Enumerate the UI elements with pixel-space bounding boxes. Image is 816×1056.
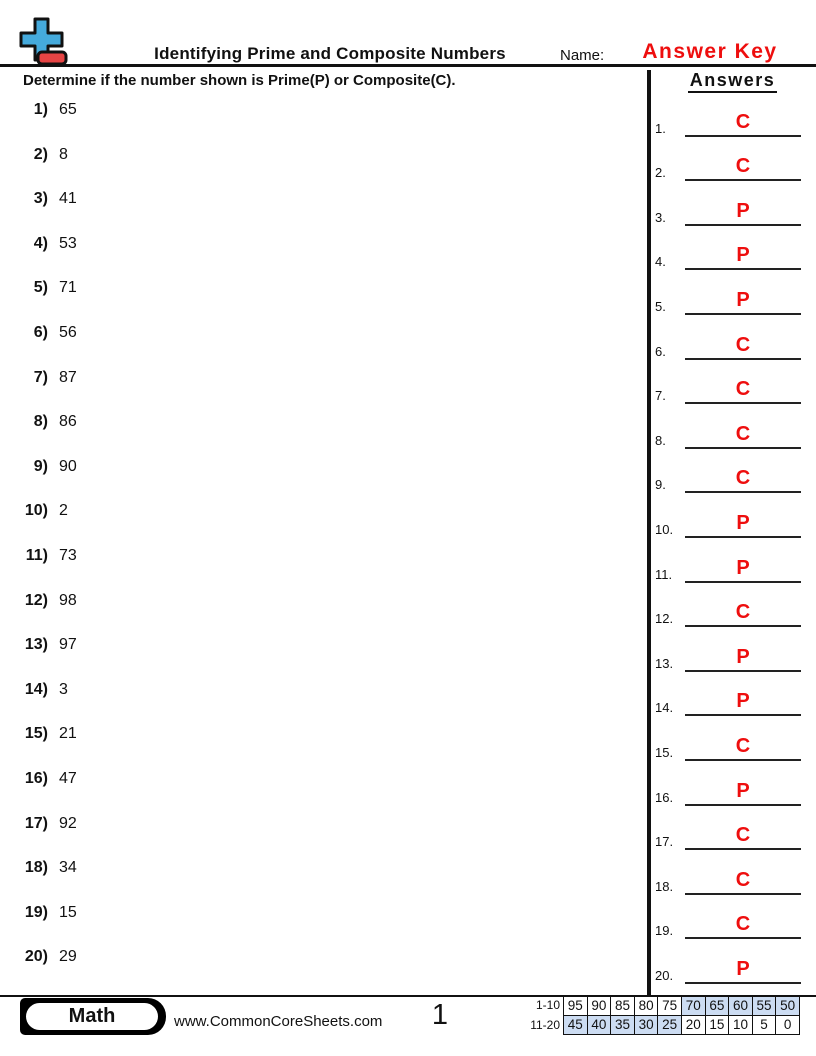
answer-row xyxy=(655,181,805,226)
problem-number: 15) xyxy=(24,725,48,743)
answer-letter: C xyxy=(735,913,751,936)
problem-number: 14) xyxy=(24,680,48,698)
answer-row xyxy=(655,360,805,405)
answer-row xyxy=(655,449,805,494)
name-label: Name: xyxy=(560,47,605,64)
problem-row xyxy=(0,144,600,166)
problem-value: 3 xyxy=(59,680,68,698)
score-cell: 60 xyxy=(728,996,753,1016)
answer-key-text: Answer Key xyxy=(642,40,778,63)
answer-row xyxy=(655,850,805,895)
problem-row xyxy=(0,188,600,210)
problem-number: 10) xyxy=(24,502,48,520)
problem-row xyxy=(0,500,600,522)
answer-number: 12. xyxy=(655,611,674,627)
score-cell: 70 xyxy=(681,996,706,1016)
problem-number: 3) xyxy=(33,190,48,208)
problem-number: 17) xyxy=(24,814,48,832)
answer-number: 20. xyxy=(655,967,674,983)
score-row-1 xyxy=(528,996,800,1016)
answer-number: 16. xyxy=(655,789,674,805)
problem-number: 13) xyxy=(24,636,48,654)
answer-blank-line xyxy=(685,335,801,360)
score-cell: 15 xyxy=(705,1015,730,1036)
score-cells-1 xyxy=(564,996,800,1016)
answer-number: 7. xyxy=(655,388,666,404)
problem-number: 6) xyxy=(33,323,48,341)
answer-blank-line xyxy=(685,156,801,181)
problem-row xyxy=(0,634,600,656)
score-cell: 55 xyxy=(752,996,777,1016)
answer-blank-line xyxy=(685,558,801,583)
answer-letter: P xyxy=(736,244,750,267)
answer-row xyxy=(655,761,805,806)
answer-blank-line xyxy=(685,647,801,672)
score-cell: 20 xyxy=(681,1015,706,1036)
answer-number: 15. xyxy=(655,744,674,760)
answer-letter: C xyxy=(735,467,751,490)
answer-blank-line xyxy=(685,870,801,895)
answer-row xyxy=(655,538,805,583)
answer-number: 17. xyxy=(655,834,674,850)
answer-letter: C xyxy=(735,868,751,891)
answer-letter: P xyxy=(736,556,750,579)
answer-letter: P xyxy=(736,645,750,668)
answer-number: 14. xyxy=(655,700,674,716)
problem-number: 1) xyxy=(33,101,48,118)
answer-blank-line xyxy=(685,781,801,806)
answer-row xyxy=(655,315,805,360)
problem-number: 19) xyxy=(24,903,48,921)
answer-number: 6. xyxy=(655,343,666,359)
answer-number: 1. xyxy=(655,120,666,136)
answer-letter: C xyxy=(735,422,751,445)
answer-letter: P xyxy=(736,779,750,802)
problem-row xyxy=(0,902,600,924)
answer-row xyxy=(655,806,805,851)
problem-value: 97 xyxy=(59,636,77,654)
answers-heading xyxy=(660,70,805,91)
score-row-label: 1-10 xyxy=(535,998,560,1012)
answer-number: 18. xyxy=(655,878,674,894)
answer-row xyxy=(655,939,805,984)
problem-row xyxy=(0,367,600,389)
problem-number: 2) xyxy=(33,145,48,163)
answer-row xyxy=(655,137,805,182)
problem-number: 11) xyxy=(25,546,48,564)
problem-value: 56 xyxy=(59,323,77,341)
problem-value: 92 xyxy=(59,814,77,832)
answer-blank-line xyxy=(685,245,801,270)
answer-blank-line xyxy=(685,468,801,493)
problem-value: 21 xyxy=(59,725,77,743)
answer-blank-line xyxy=(685,379,801,404)
answer-row xyxy=(655,895,805,940)
problem-row xyxy=(0,277,600,299)
answer-number: 2. xyxy=(655,165,666,181)
problem-value: 87 xyxy=(59,368,77,386)
answer-letter: C xyxy=(735,601,751,624)
answer-letter: P xyxy=(736,957,750,980)
answers-heading-label: Answers xyxy=(688,70,778,93)
problem-number: 8) xyxy=(33,413,48,431)
answer-letter: C xyxy=(735,110,751,133)
answer-row xyxy=(655,404,805,449)
answer-blank-line xyxy=(685,691,801,716)
column-divider xyxy=(647,70,651,995)
answer-blank-line xyxy=(685,736,801,761)
problem-row xyxy=(0,233,600,255)
problem-value: 53 xyxy=(59,234,77,252)
answer-blank-line xyxy=(685,602,801,627)
answer-blank-line xyxy=(685,112,801,137)
answer-number: 5. xyxy=(655,298,666,314)
answer-letter: P xyxy=(736,511,750,534)
score-cell: 0 xyxy=(775,1015,800,1036)
problem-value: 15 xyxy=(59,903,77,921)
page-number: 1 xyxy=(431,999,449,1031)
instruction-text: Determine if the number shown is Prime(P) or Composite(C). xyxy=(23,72,456,89)
header-divider xyxy=(0,64,816,67)
problem-value: 29 xyxy=(59,948,77,966)
score-cell: 40 xyxy=(587,1015,612,1036)
problem-row xyxy=(0,99,600,121)
subject-badge xyxy=(20,998,166,1035)
problem-value: 8 xyxy=(59,145,68,163)
answer-letter: P xyxy=(736,690,750,713)
score-cell: 95 xyxy=(563,996,588,1016)
answer-blank-line xyxy=(685,825,801,850)
answer-blank-line xyxy=(685,290,801,315)
answer-number: 3. xyxy=(655,209,666,225)
problem-row xyxy=(0,723,600,745)
plus-minus-logo-icon xyxy=(14,16,70,68)
answer-row xyxy=(655,270,805,315)
answer-letter: C xyxy=(735,155,751,178)
problem-row xyxy=(0,590,600,612)
problems-list xyxy=(0,99,600,991)
answer-blank-line xyxy=(685,201,801,226)
problem-number: 7) xyxy=(33,368,48,386)
answer-letter: P xyxy=(736,199,750,222)
answer-blank-line xyxy=(685,914,801,939)
answer-number: 4. xyxy=(655,254,666,270)
score-cell: 65 xyxy=(705,996,730,1016)
answer-letter: C xyxy=(735,378,751,401)
answer-letter: C xyxy=(735,824,751,847)
score-cell: 50 xyxy=(775,996,800,1016)
page-title: Identifying Prime and Composite Numbers xyxy=(154,44,506,63)
problem-value: 34 xyxy=(59,859,77,877)
answer-row xyxy=(655,672,805,717)
problem-value: 73 xyxy=(59,546,77,564)
problem-number: 5) xyxy=(33,279,48,297)
score-cell: 10 xyxy=(728,1015,753,1036)
problem-row xyxy=(0,322,600,344)
answer-number: 19. xyxy=(655,923,674,939)
problem-row xyxy=(0,813,600,835)
score-cell: 45 xyxy=(563,1015,588,1036)
answer-letter: P xyxy=(736,288,750,311)
score-table xyxy=(528,996,800,1035)
problem-value: 41 xyxy=(59,190,77,208)
problem-value: 47 xyxy=(59,769,77,787)
problem-value: 86 xyxy=(59,413,77,431)
score-cell: 30 xyxy=(634,1015,659,1036)
score-cell: 75 xyxy=(657,996,682,1016)
answer-row xyxy=(655,583,805,628)
answer-number: 8. xyxy=(655,432,666,448)
score-cells-2 xyxy=(564,1016,800,1036)
answer-row xyxy=(655,226,805,271)
problem-number: 16) xyxy=(24,769,48,787)
problem-number: 18) xyxy=(24,859,48,877)
score-row-2 xyxy=(528,1016,800,1036)
problem-value: 71 xyxy=(59,279,77,297)
subject-badge-label: Math xyxy=(26,1003,158,1030)
problem-row xyxy=(0,456,600,478)
answer-letter: C xyxy=(735,734,751,757)
score-cell: 25 xyxy=(657,1015,682,1036)
problem-value: 98 xyxy=(59,591,77,609)
score-cell: 90 xyxy=(587,996,612,1016)
problem-number: 4) xyxy=(33,234,48,252)
answer-number: 10. xyxy=(655,521,674,537)
answer-blank-line xyxy=(685,959,801,984)
score-row-label: 11-20 xyxy=(530,1017,560,1032)
problem-value: 65 xyxy=(59,101,77,118)
score-cell: 85 xyxy=(610,996,635,1016)
answer-number: 11. xyxy=(655,566,673,582)
answers-list xyxy=(655,92,805,984)
website-text: www.CommonCoreSheets.com xyxy=(174,1013,383,1030)
answer-blank-line xyxy=(685,513,801,538)
problem-row xyxy=(0,679,600,701)
problem-row xyxy=(0,545,600,567)
problem-row xyxy=(0,768,600,790)
answer-number: 13. xyxy=(655,655,674,671)
answer-row xyxy=(655,627,805,672)
answer-row xyxy=(655,716,805,761)
answer-row xyxy=(655,92,805,137)
answer-letter: C xyxy=(735,333,751,356)
problem-number: 20) xyxy=(24,948,48,966)
problem-value: 90 xyxy=(59,457,77,475)
answer-row xyxy=(655,493,805,538)
problem-number: 12) xyxy=(24,591,48,609)
score-cell: 80 xyxy=(634,996,659,1016)
problem-number: 9) xyxy=(33,457,48,475)
problem-row xyxy=(0,946,600,968)
answer-blank-line xyxy=(685,424,801,449)
score-cell: 35 xyxy=(610,1015,635,1036)
score-cell: 5 xyxy=(752,1015,777,1036)
problem-value: 2 xyxy=(59,502,68,520)
problem-row xyxy=(0,857,600,879)
answer-number: 9. xyxy=(655,477,666,493)
problem-row xyxy=(0,411,600,433)
